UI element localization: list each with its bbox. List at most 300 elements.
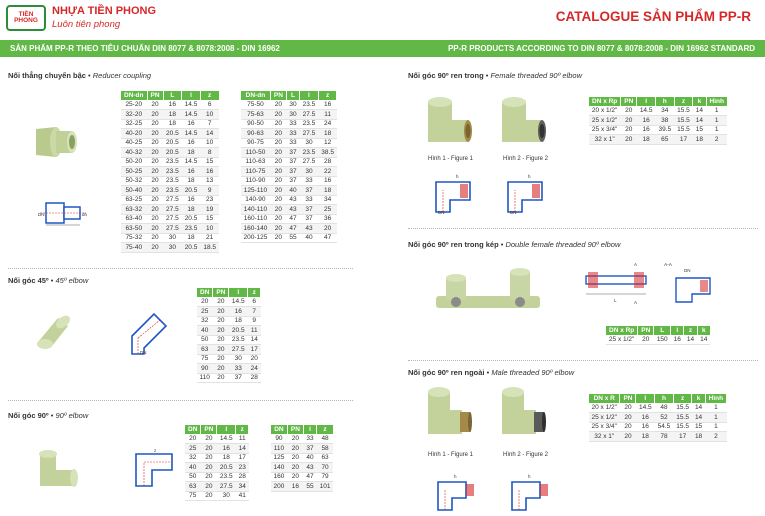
table-cell: 14	[692, 403, 705, 413]
table-row	[121, 195, 220, 205]
column-header: DN	[197, 288, 213, 298]
table-cell: 30	[163, 233, 182, 243]
separator-4	[408, 360, 758, 361]
table-row	[197, 364, 261, 374]
table-cell: 23	[236, 463, 249, 473]
table-cell: 63-32	[121, 205, 148, 215]
table-cell: 37	[286, 167, 299, 177]
column-header: DN	[271, 425, 288, 435]
table-cell: 17	[248, 345, 261, 355]
table-row	[241, 214, 337, 224]
table-cell: 7	[200, 119, 219, 129]
table-row	[589, 116, 728, 126]
elbow45-title-vi: Nối góc 45º	[8, 276, 49, 285]
table-cell: 34	[655, 106, 674, 116]
table-cell: 20	[270, 148, 286, 158]
table-cell: 20	[621, 125, 637, 135]
table-cell: 110-50	[241, 148, 271, 158]
table-cell: 16	[200, 167, 219, 177]
table-cell: 20	[147, 148, 163, 158]
table-cell: 14.5	[636, 403, 655, 413]
column-header: Hình	[706, 97, 727, 107]
table-row	[121, 129, 220, 139]
table-cell: 43	[286, 205, 299, 215]
table-cell: 15.5	[674, 106, 693, 116]
table-cell: 20	[270, 233, 286, 243]
female90-title-vi: Nối góc 90º ren trong	[408, 71, 484, 80]
reducer-title-vi: Nối thẳng chuyển bậc	[8, 71, 86, 80]
elbow90-title-vi: Nối góc 90º	[8, 411, 49, 420]
table-cell: 32 x 1"	[589, 432, 620, 442]
table-cell: 20	[147, 138, 163, 148]
table-cell: 63	[185, 482, 201, 492]
column-header: k	[692, 394, 705, 404]
separator-3	[408, 228, 758, 229]
table-cell: 20	[213, 345, 229, 355]
table-row	[121, 176, 220, 186]
table-cell: 110-75	[241, 167, 271, 177]
table-cell: 33	[303, 434, 316, 444]
table-cell: 27.5	[229, 345, 248, 355]
column-header: k	[697, 326, 710, 336]
table-row	[241, 176, 337, 186]
table-cell: 37	[300, 205, 319, 215]
svg-text:DN: DN	[684, 268, 691, 273]
female90-caption-2: Hình 2 - Figure 2	[503, 156, 549, 162]
table-cell: 40	[300, 233, 319, 243]
brand	[52, 5, 156, 30]
table-cell: 27.5	[217, 482, 236, 492]
table-cell: 20	[185, 434, 201, 444]
table-cell: 15.5	[673, 403, 692, 413]
elbow90-diagram	[126, 440, 176, 495]
table-row	[121, 224, 220, 234]
reducer-photo	[34, 121, 78, 168]
table-cell: 20 x 1/2"	[589, 106, 621, 116]
table-cell: 18	[318, 129, 337, 139]
table-cell: 14.5	[229, 297, 248, 307]
table-cell: 20	[201, 463, 217, 473]
banner-right: PP-R PRODUCTS ACCORDING TO DIN 8077 & 8078:2008 - DIN 16962 STANDARD	[447, 44, 755, 53]
table-cell: 18	[636, 432, 655, 442]
table-cell: 20	[201, 453, 217, 463]
table-cell: 16	[637, 116, 656, 126]
table-cell: 20	[638, 335, 654, 345]
separator-2	[8, 400, 353, 401]
table-cell: 37	[286, 157, 299, 167]
brand-name: NHỰA TIỀN PHONG	[52, 5, 157, 17]
svg-text:h: h	[528, 474, 531, 479]
table-row	[271, 453, 334, 463]
table-cell: 27.5	[300, 157, 319, 167]
table-cell: 16	[636, 422, 655, 432]
table-cell: 160-140	[241, 224, 271, 234]
table-row	[185, 472, 249, 482]
table-cell: 34	[318, 195, 337, 205]
doublefemale-table	[605, 325, 711, 345]
table-cell: 110	[197, 373, 213, 383]
table-cell: 25	[318, 205, 337, 215]
table-row	[241, 119, 337, 129]
table-cell: 32 x 1"	[589, 135, 621, 145]
table-cell: 2	[705, 432, 726, 442]
female90-caption-1: Hình 1 - Figure 1	[428, 156, 474, 162]
svg-text:A: A	[634, 300, 638, 305]
table-cell: 10	[200, 138, 219, 148]
table-cell: 20	[201, 482, 217, 492]
table-cell: 101	[317, 482, 334, 492]
female90-title: Nối góc 90º ren trong • Female threaded 90º elbow	[408, 71, 583, 80]
table-cell: 20	[620, 413, 636, 423]
table-row	[121, 205, 220, 215]
table-row	[271, 444, 334, 454]
table-cell: 20	[620, 422, 636, 432]
table-cell: 28	[318, 157, 337, 167]
table-row	[185, 434, 249, 444]
table-cell: 63-40	[121, 214, 148, 224]
male90-caption-1: Hình 1 - Figure 1	[428, 452, 474, 458]
table-cell: 20 x 1/2"	[589, 403, 620, 413]
table-cell: 38.5	[318, 148, 337, 158]
table-row	[589, 432, 727, 442]
table-cell: 20.5	[182, 214, 201, 224]
table-cell: 30	[163, 243, 182, 253]
table-cell: 11	[318, 110, 337, 120]
table-cell: 25 x 1/2"	[589, 116, 621, 126]
table-row	[121, 100, 220, 110]
section-label: A-A	[664, 263, 672, 268]
table-cell: 20	[287, 444, 303, 454]
table-cell: 33	[286, 119, 299, 129]
table-cell: 30	[286, 100, 299, 110]
column-header: L	[654, 326, 671, 336]
standard-banner	[0, 40, 765, 57]
table-cell: 23.5	[300, 100, 319, 110]
table-row	[271, 472, 334, 482]
table-cell: 18	[182, 176, 201, 186]
table-cell: 14	[684, 335, 697, 345]
table-row	[121, 186, 220, 196]
table-cell: 6	[248, 297, 261, 307]
separator-1	[8, 268, 353, 269]
column-header: l	[303, 425, 316, 435]
table-cell: 13	[200, 176, 219, 186]
table-cell: 20	[201, 472, 217, 482]
table-row	[121, 110, 220, 120]
column-header: l	[300, 91, 319, 101]
table-cell: 30	[286, 110, 299, 120]
table-cell: 38	[655, 116, 674, 126]
table-cell: 50-40	[121, 186, 148, 196]
table-row	[121, 138, 220, 148]
female90-diagram-2	[500, 168, 548, 221]
doublefemale-title: Nối góc 90º ren trong kép • Double female threaded 90º elbow	[408, 240, 621, 249]
table-cell: 14.5	[182, 157, 201, 167]
table-cell: 30	[300, 138, 319, 148]
table-cell: 90-75	[241, 138, 271, 148]
table-cell: 20	[201, 434, 217, 444]
table-cell: 20	[621, 116, 637, 126]
column-header: PN	[287, 425, 303, 435]
column-header: PN	[201, 425, 217, 435]
table-cell: 16	[318, 176, 337, 186]
svg-text:DN: DN	[140, 350, 147, 355]
table-cell: 30	[300, 167, 319, 177]
table-cell: 40	[303, 453, 316, 463]
svg-text:z: z	[154, 448, 157, 453]
svg-text:h: h	[454, 474, 457, 479]
table-cell: 30	[229, 354, 248, 364]
table-cell: 40-32	[121, 148, 148, 158]
table-cell: 20	[147, 176, 163, 186]
table-cell: 20	[147, 186, 163, 196]
table-cell: 20	[270, 100, 286, 110]
table-row	[121, 167, 220, 177]
table-cell: 20.5	[217, 463, 236, 473]
table-cell: 28	[248, 373, 261, 383]
table-cell: 20.5	[229, 326, 248, 336]
table-cell: 11	[248, 326, 261, 336]
table-cell: 54.5	[655, 422, 674, 432]
female90-title-en: Female threaded 90º elbow	[490, 71, 583, 80]
column-header: z	[673, 394, 692, 404]
table-cell: 20.5	[163, 129, 182, 139]
table-cell: 50-25	[121, 167, 148, 177]
table-cell: 16	[217, 444, 236, 454]
table-cell: 14	[693, 106, 706, 116]
table-cell: 32	[197, 316, 213, 326]
table-cell: 110	[271, 444, 288, 454]
svg-text:DN: DN	[38, 212, 45, 217]
table-cell: 14	[200, 129, 219, 139]
reducer-diagram	[38, 198, 90, 233]
column-header: PN	[270, 91, 286, 101]
table-cell: 75-50	[241, 100, 271, 110]
table-cell: 20.5	[182, 186, 201, 196]
table-cell: 21	[200, 233, 219, 243]
table-cell: 20	[270, 214, 286, 224]
table-cell: 23.5	[229, 335, 248, 345]
table-cell: 1	[705, 413, 726, 423]
doublefemale-photo	[430, 262, 548, 325]
logo-text: TIỀN PHONG	[14, 10, 38, 24]
table-cell: 125-110	[241, 186, 271, 196]
table-row	[185, 482, 249, 492]
table-cell: 20	[201, 444, 217, 454]
column-header: z	[236, 425, 249, 435]
table-cell: 75-63	[241, 110, 271, 120]
table-cell: 20	[270, 205, 286, 215]
table-row	[589, 403, 727, 413]
brand-slogan: Luôn tiên phong	[52, 19, 121, 30]
table-cell: 20	[147, 100, 163, 110]
table-cell: 16	[182, 167, 201, 177]
table-cell: 18	[637, 135, 656, 145]
banner-left: SẢN PHẨM PP-R THEO TIÊU CHUẨN DIN 8077 & 8078:2008 - DIN 16962	[10, 44, 280, 53]
table-cell: 27.5	[300, 129, 319, 139]
table-cell: 22	[318, 167, 337, 177]
table-cell: 43	[303, 463, 316, 473]
table-cell: 20	[201, 491, 217, 501]
table-cell: 7	[248, 307, 261, 317]
doublefemale-title-vi: Nối góc 90º ren trong kép	[408, 240, 499, 249]
table-cell: 20	[147, 129, 163, 139]
table-cell: 25	[197, 307, 213, 317]
table-cell: 140	[271, 463, 288, 473]
table-cell: 10	[200, 110, 219, 120]
elbow90-photo	[36, 448, 78, 495]
table-cell: 15	[693, 125, 706, 135]
table-cell: 63-25	[121, 195, 148, 205]
table-cell: 37	[229, 373, 248, 383]
elbow45-title: Nối góc 45º • 45º elbow	[8, 276, 89, 285]
table-row	[589, 413, 727, 423]
elbow45-photo	[34, 312, 78, 357]
table-row	[197, 345, 261, 355]
elbow90-table-right	[270, 424, 334, 492]
table-cell: 40	[286, 186, 299, 196]
table-cell: 32-20	[121, 110, 148, 120]
column-header: l	[217, 425, 236, 435]
table-cell: 18	[182, 148, 201, 158]
table-cell: 50-20	[121, 157, 148, 167]
table-cell: 10	[200, 224, 219, 234]
table-cell: 14.5	[182, 100, 201, 110]
male90-table	[588, 393, 727, 442]
table-row	[241, 138, 337, 148]
table-cell: 16	[671, 335, 684, 345]
table-cell: 16	[636, 413, 655, 423]
column-header: PN	[147, 91, 163, 101]
column-header: k	[693, 97, 706, 107]
table-cell: 19	[200, 205, 219, 215]
table-cell: 90-63	[241, 129, 271, 139]
table-cell: 23.5	[163, 176, 182, 186]
column-header: DN-dn	[241, 91, 271, 101]
male90-caption-2: Hình 2 - Figure 2	[503, 452, 549, 458]
table-cell: 20	[147, 195, 163, 205]
table-cell: 75-32	[121, 233, 148, 243]
table-row	[185, 444, 249, 454]
table-cell: 23.5	[163, 186, 182, 196]
female90-photo-1	[424, 96, 472, 153]
table-cell: 33	[300, 176, 319, 186]
table-cell: 20	[620, 403, 636, 413]
column-header: l	[229, 288, 248, 298]
table-cell: 18	[163, 110, 182, 120]
table-cell: 43	[300, 224, 319, 234]
svg-text:DN: DN	[510, 210, 517, 215]
table-cell: 20	[270, 186, 286, 196]
table-cell: 160-110	[241, 214, 271, 224]
table-cell: 16	[318, 100, 337, 110]
table-cell: 20	[147, 243, 163, 253]
table-row	[271, 482, 334, 492]
table-cell: 150	[654, 335, 671, 345]
table-cell: 20	[147, 214, 163, 224]
table-cell: 20	[147, 157, 163, 167]
table-row	[121, 148, 220, 158]
table-cell: 18.5	[200, 243, 219, 253]
table-cell: 200-125	[241, 233, 271, 243]
elbow90-table-left	[184, 424, 249, 501]
table-row	[241, 157, 337, 167]
table-cell: 14.5	[637, 106, 656, 116]
male90-title-vi: Nối góc 90º ren ngoài	[408, 368, 485, 377]
female90-photo-2	[498, 96, 546, 153]
table-cell: 14	[697, 335, 710, 345]
table-cell: 50	[185, 472, 201, 482]
table-row	[271, 434, 334, 444]
table-cell: 33	[229, 364, 248, 374]
table-cell: 16	[182, 119, 201, 129]
elbow45-table	[196, 287, 261, 383]
table-cell: 1	[706, 116, 727, 126]
doublefemale-diagram	[580, 258, 730, 313]
column-header: Hình	[705, 394, 726, 404]
table-cell: 28	[236, 472, 249, 482]
table-cell: 20	[213, 335, 229, 345]
column-header: DN-dn	[121, 91, 148, 101]
table-cell: 25 x 1/2"	[606, 335, 638, 345]
table-cell: 14.5	[182, 110, 201, 120]
column-header: l	[637, 97, 656, 107]
table-cell: 16	[182, 138, 201, 148]
table-cell: 1	[706, 125, 727, 135]
column-header: z	[248, 288, 261, 298]
table-row	[197, 354, 261, 364]
table-cell: 20	[270, 224, 286, 234]
table-cell: 52	[655, 413, 674, 423]
table-cell: 17	[236, 453, 249, 463]
table-row	[606, 335, 711, 345]
column-header: L	[163, 91, 182, 101]
table-cell: 16	[287, 482, 303, 492]
table-cell: 25-20	[121, 100, 148, 110]
svg-text:dn: dn	[82, 212, 88, 217]
table-row	[589, 135, 728, 145]
table-cell: 23.5	[217, 472, 236, 482]
column-header: z	[317, 425, 334, 435]
table-cell: 20	[147, 205, 163, 215]
column-header: z	[318, 91, 337, 101]
table-cell: 18	[318, 186, 337, 196]
table-cell: 23.5	[300, 119, 319, 129]
table-row	[241, 110, 337, 120]
table-cell: 30	[217, 491, 236, 501]
table-row	[197, 373, 261, 383]
svg-text:L: L	[614, 298, 617, 303]
table-cell: 14	[236, 444, 249, 454]
table-cell: 27.5	[163, 224, 182, 234]
table-cell: 32	[185, 453, 201, 463]
column-header: z	[200, 91, 219, 101]
table-cell: 20	[621, 135, 637, 145]
table-row	[589, 106, 728, 116]
table-cell: 17	[674, 135, 693, 145]
table-cell: 14.5	[217, 434, 236, 444]
svg-text:A: A	[634, 262, 638, 267]
elbow90-title-en: 90º elbow	[55, 411, 89, 420]
table-row	[241, 233, 337, 243]
reducer-table-left	[120, 90, 220, 253]
table-cell: 27.5	[163, 205, 182, 215]
table-cell: 65	[655, 135, 674, 145]
table-cell: 20	[318, 224, 337, 234]
table-cell: 110-63	[241, 157, 271, 167]
table-cell: 14.5	[182, 129, 201, 139]
table-cell: 2	[706, 135, 727, 145]
